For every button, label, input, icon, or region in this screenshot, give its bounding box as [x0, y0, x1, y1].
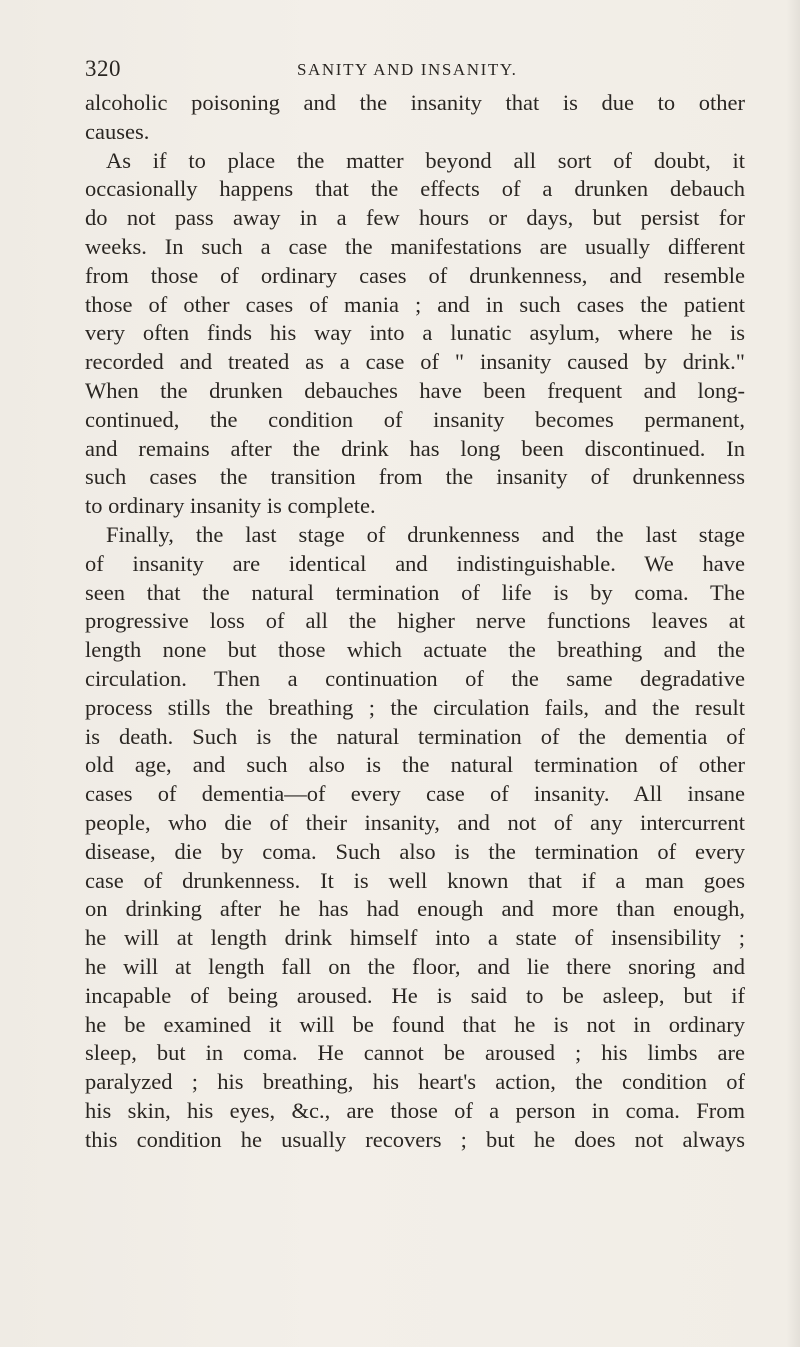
page-header — [85, 56, 745, 86]
text-line: incapable of being aroused. He is said to be asleep, but if — [85, 982, 745, 1008]
text-line: circulation. Then a continuation of the same degradative — [85, 665, 745, 691]
page-edge-shadow — [786, 0, 800, 1347]
text-line: weeks. In such a case the manifestations are usually different — [85, 233, 745, 259]
text-line: this condition he usually recovers ; but he does not always — [85, 1126, 745, 1152]
text-line: causes. — [85, 118, 150, 144]
text-line: paralyzed ; his breathing, his heart's action, the condition of — [85, 1069, 745, 1095]
paragraph-start-line: Finally, the last stage of drunkenness and the last stage — [106, 521, 745, 547]
text-line: those of other cases of mania ; and in such cases the patient — [85, 291, 745, 317]
text-line: and remains after the drink has long been discontinued. In — [85, 435, 745, 461]
text-line: is death. Such is the natural termination of the dementia of — [85, 723, 745, 749]
text-line: progressive loss of all the higher nerve functions leaves at — [85, 608, 745, 634]
text-line: such cases the transition from the insanity of drunkenness — [85, 464, 745, 490]
running-head: SANITY AND INSANITY. — [297, 60, 518, 79]
text-line: process stills the breathing ; the circulation fails, and the result — [85, 694, 745, 720]
text-line: occasionally happens that the effects of a drunken debauch — [85, 176, 745, 202]
text-line: seen that the natural termination of life is by coma. The — [85, 579, 745, 605]
text-line: do not pass away in a few hours or days, but persist for — [85, 205, 745, 231]
text-line: to ordinary insanity is complete. — [85, 493, 376, 519]
body-text — [85, 89, 745, 1154]
text-line: alcoholic poisoning and the insanity that is due to other — [85, 90, 745, 115]
text-line: sleep, but in coma. He cannot be aroused ; his limbs are — [85, 1040, 745, 1066]
text-line: When the drunken debauches have been frequent and long- — [85, 377, 745, 403]
text-line: he will at length fall on the floor, and lie there snoring and — [85, 953, 745, 979]
text-line: length none but those which actuate the breathing and the — [85, 637, 745, 663]
text-line: cases of dementia—of every case of insanity. All insane — [85, 781, 745, 807]
page-number: 320 — [85, 56, 121, 81]
text-line: people, who die of their insanity, and not of any intercurrent — [85, 809, 745, 835]
text-line: disease, die by coma. Such also is the termination of every — [85, 838, 745, 864]
text-line: case of drunkenness. It is well known that if a man goes — [85, 867, 745, 893]
paragraph-start-line: As if to place the matter beyond all sort of doubt, it — [106, 147, 745, 173]
text-line: recorded and treated as a case of " insanity caused by drink." — [85, 349, 745, 375]
text-line: he will at length drink himself into a state of insensibility ; — [85, 925, 745, 951]
text-line: old age, and such also is the natural termination of other — [85, 752, 745, 778]
text-line: he be examined it will be found that he is not in ordinary — [85, 1011, 745, 1037]
text-line: on drinking after he has had enough and more than enough, — [85, 896, 745, 922]
text-line: his skin, his eyes, &c., are those of a person in coma. From — [85, 1097, 745, 1123]
text-line: of insanity are identical and indistinguishable. We have — [85, 550, 745, 576]
text-line: continued, the condition of insanity becomes permanent, — [85, 406, 745, 432]
text-line: very often finds his way into a lunatic asylum, where he is — [85, 320, 745, 346]
text-line: from those of ordinary cases of drunkenness, and resemble — [85, 262, 745, 288]
